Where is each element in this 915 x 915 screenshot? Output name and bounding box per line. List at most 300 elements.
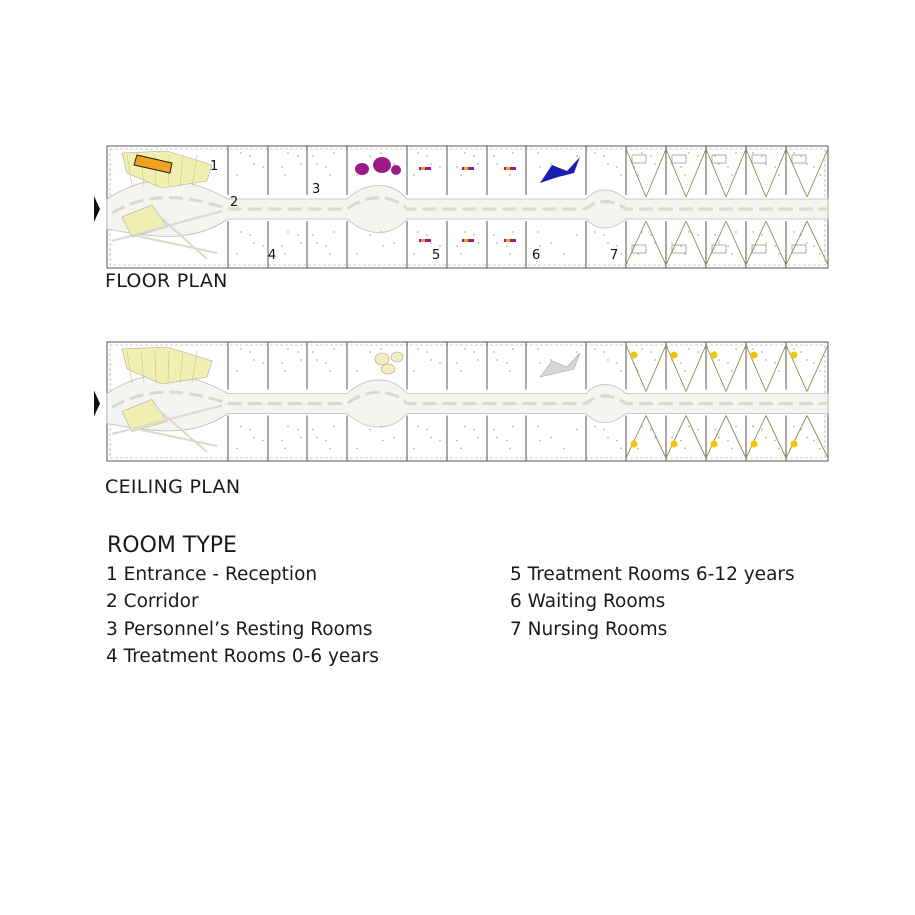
floor-dot xyxy=(512,231,514,233)
floor-dot xyxy=(684,253,686,255)
floor-dot xyxy=(778,448,780,450)
floor-dot xyxy=(240,152,242,154)
ceiling-light-icon xyxy=(711,352,718,359)
nursing-brace xyxy=(646,416,666,459)
nursing-brace xyxy=(646,345,666,392)
floor-dot xyxy=(262,440,264,442)
treatment-bed-accent xyxy=(421,167,425,170)
floor-dot xyxy=(539,166,541,168)
floor-dot xyxy=(778,370,780,372)
floor-dot xyxy=(594,231,596,233)
floor-dot xyxy=(477,359,479,361)
floor-dot xyxy=(765,163,767,165)
floor-dot xyxy=(496,437,498,439)
floor-dot xyxy=(417,348,419,350)
crib-icon xyxy=(632,155,646,163)
floor-dot xyxy=(735,152,737,154)
resting-seat xyxy=(355,163,369,175)
floor-dot xyxy=(774,362,776,364)
floor-dot xyxy=(284,174,286,176)
floor-dot xyxy=(576,155,578,157)
floor-dot xyxy=(774,166,776,168)
floor-dot xyxy=(312,155,314,157)
room-number-label: 1 xyxy=(210,159,219,174)
legend-item: 6 Waiting Rooms xyxy=(510,591,666,613)
nursing-brace xyxy=(706,221,726,265)
floor-dot xyxy=(697,155,699,157)
legend-item: 2 Corridor xyxy=(106,591,199,613)
floor-dot xyxy=(620,448,622,450)
floor-dot xyxy=(287,426,289,428)
floor-dot xyxy=(563,253,565,255)
legend-item: 7 Nursing Rooms xyxy=(510,618,668,640)
floor-dot xyxy=(680,166,682,168)
floor-dot xyxy=(688,348,690,350)
floor-dot xyxy=(496,163,498,165)
floor-dot xyxy=(731,370,733,372)
floor-dot xyxy=(464,152,466,154)
floor-dot xyxy=(550,359,552,361)
floor-dot xyxy=(356,448,358,450)
floor-dot xyxy=(496,359,498,361)
floor-plan-drawing xyxy=(92,143,832,271)
floor-dot xyxy=(284,448,286,450)
floor-dot xyxy=(312,429,314,431)
ceiling-light-icon xyxy=(791,441,798,448)
floor-dot xyxy=(813,440,815,442)
floor-dot xyxy=(287,348,289,350)
floor-dot xyxy=(778,253,780,255)
floor-dot xyxy=(718,163,720,165)
floor-dot xyxy=(430,437,432,439)
floor-dot xyxy=(752,231,754,233)
floor-dot xyxy=(456,166,458,168)
floor-dot xyxy=(426,234,428,236)
floor-dot xyxy=(506,245,508,247)
floor-dot xyxy=(430,242,432,244)
floor-dot xyxy=(537,231,539,233)
nursing-brace xyxy=(626,345,646,392)
floor-dot xyxy=(236,370,238,372)
floor-dot xyxy=(300,437,302,439)
floor-dot xyxy=(236,174,238,176)
ceiling-light-icon xyxy=(751,441,758,448)
ceiling-panel xyxy=(540,353,580,377)
nursing-brace xyxy=(726,416,746,459)
nursing-brace xyxy=(766,221,786,265)
floor-dot xyxy=(819,370,821,372)
floor-dot xyxy=(316,359,318,361)
resting-seat xyxy=(391,165,401,175)
floor-dot xyxy=(493,234,495,236)
floor-dot xyxy=(731,253,733,255)
floor-dot xyxy=(284,370,286,372)
waiting-bench xyxy=(540,157,580,183)
floor-dot xyxy=(800,351,802,353)
ceiling-light-icon xyxy=(711,441,718,448)
nursing-brace xyxy=(766,345,786,392)
floor-dot xyxy=(697,351,699,353)
nursing-brace xyxy=(626,149,646,197)
ceiling-accents xyxy=(375,352,580,377)
floor-dot xyxy=(752,426,754,428)
floor-dot xyxy=(439,245,441,247)
entrance-canopy xyxy=(122,347,212,384)
nursing-brace xyxy=(786,345,807,392)
room-number-label: 4 xyxy=(268,248,277,263)
floor-dot xyxy=(439,166,441,168)
floor-dot xyxy=(806,359,808,361)
floor-dot xyxy=(281,362,283,364)
floor-dot xyxy=(813,166,815,168)
floor-dot xyxy=(765,242,767,244)
floor-dot xyxy=(300,359,302,361)
floor-dot xyxy=(688,426,690,428)
floor-dot xyxy=(297,234,299,236)
floor-dot xyxy=(312,234,314,236)
nursing-brace xyxy=(746,345,766,392)
floor-dot xyxy=(329,448,331,450)
floor-dot xyxy=(284,253,286,255)
floor-dot xyxy=(439,362,441,364)
floor-dot xyxy=(512,348,514,350)
floor-dot xyxy=(380,152,382,154)
ceiling-light-icon xyxy=(671,441,678,448)
floor-dot xyxy=(460,253,462,255)
floor-dot xyxy=(819,448,821,450)
floor-dot xyxy=(620,370,622,372)
floor-dot xyxy=(793,152,795,154)
floor-dot xyxy=(684,448,686,450)
floor-dot xyxy=(413,174,415,176)
nursing-brace xyxy=(726,345,746,392)
nursing-brace xyxy=(646,221,666,265)
floor-dot xyxy=(456,440,458,442)
floor-dot xyxy=(287,231,289,233)
floor-dot xyxy=(512,152,514,154)
floor-dot xyxy=(778,174,780,176)
floor-dot xyxy=(240,348,242,350)
entrance-arrow-icon xyxy=(94,391,100,417)
nursing-brace xyxy=(626,416,646,459)
floor-dot xyxy=(735,231,737,233)
ceiling-plan-caption: CEILING PLAN xyxy=(105,476,241,498)
nursing-brace xyxy=(746,221,766,265)
room-number-label: 7 xyxy=(610,248,619,263)
floor-dot xyxy=(727,362,729,364)
floor-dot xyxy=(329,253,331,255)
floor-dot xyxy=(637,253,639,255)
floor-dot xyxy=(607,359,609,361)
floor-dot xyxy=(774,440,776,442)
floor-dot xyxy=(620,174,622,176)
floor-dot xyxy=(369,155,371,157)
floor-dot xyxy=(765,359,767,361)
floor-dot xyxy=(477,437,479,439)
floor-dot xyxy=(380,348,382,350)
floor-dot xyxy=(727,166,729,168)
floor-dot xyxy=(249,429,251,431)
floor-dot xyxy=(316,163,318,165)
crib-icon xyxy=(672,155,686,163)
floor-dot xyxy=(752,348,754,350)
floor-dot xyxy=(641,152,643,154)
floor-dot xyxy=(493,429,495,431)
floor-dot xyxy=(456,245,458,247)
floor-dot xyxy=(680,245,682,247)
floor-dot xyxy=(253,163,255,165)
floor-dot xyxy=(262,166,264,168)
floor-dot xyxy=(735,426,737,428)
floor-dot xyxy=(496,242,498,244)
crib-icon xyxy=(712,155,726,163)
floor-dot xyxy=(464,348,466,350)
nursing-brace xyxy=(807,221,828,265)
floor-dot xyxy=(550,437,552,439)
legend-item: 4 Treatment Rooms 0-6 years xyxy=(106,645,379,667)
nursing-brace xyxy=(786,221,807,265)
nursing-brace xyxy=(706,416,726,459)
floor-dot xyxy=(316,437,318,439)
floor-dot xyxy=(603,351,605,353)
floor-dot xyxy=(727,245,729,247)
floor-dot xyxy=(249,155,251,157)
floor-dot xyxy=(550,242,552,244)
nursing-brace xyxy=(726,149,746,197)
floor-dot xyxy=(281,166,283,168)
floor-dot xyxy=(426,429,428,431)
floor-dot xyxy=(426,351,428,353)
nursing-brace xyxy=(686,416,706,459)
ceiling-light-icon xyxy=(631,352,638,359)
entrance-path xyxy=(137,236,217,253)
legend-title: ROOM TYPE xyxy=(107,533,237,558)
floor-dot xyxy=(464,231,466,233)
floor-dot xyxy=(616,166,618,168)
entrance-path xyxy=(137,429,217,446)
legend-item: 1 Entrance - Reception xyxy=(106,564,318,585)
floor-dot xyxy=(393,163,395,165)
floor-dot xyxy=(460,174,462,176)
floor-dot xyxy=(430,163,432,165)
nursing-brace xyxy=(666,149,686,197)
floor-dot xyxy=(806,437,808,439)
nursing-brace xyxy=(706,345,726,392)
floor-dot xyxy=(333,152,335,154)
floor-dot xyxy=(236,253,238,255)
entrance-arrow-icon xyxy=(94,196,100,222)
floor-dot xyxy=(680,440,682,442)
floor-dot xyxy=(813,362,815,364)
floor-dot xyxy=(714,155,716,157)
floor-dot xyxy=(752,152,754,154)
floor-dot xyxy=(329,370,331,372)
floor-dot xyxy=(312,351,314,353)
legend-left-column xyxy=(106,561,379,670)
floor-dot xyxy=(240,231,242,233)
floor-dot xyxy=(539,440,541,442)
floor-dot xyxy=(477,163,479,165)
floor-dot xyxy=(356,174,358,176)
floor-dot xyxy=(262,362,264,364)
floor-dot xyxy=(718,437,720,439)
floor-dot xyxy=(473,429,475,431)
floor-dot xyxy=(456,362,458,364)
room-number-label: 3 xyxy=(312,182,321,197)
floor-dot xyxy=(620,253,622,255)
nursing-brace xyxy=(686,221,706,265)
room-number-label: 6 xyxy=(532,248,541,263)
ceiling-fixture xyxy=(391,352,403,362)
treatment-bed-accent xyxy=(506,167,510,170)
floor-dot xyxy=(654,359,656,361)
floor-dot xyxy=(727,440,729,442)
floor-dot xyxy=(333,231,335,233)
nursing-brace xyxy=(686,345,706,392)
treatment-bed-accent xyxy=(421,239,425,242)
floor-dot xyxy=(300,163,302,165)
floor-dot xyxy=(539,362,541,364)
floor-dot xyxy=(393,437,395,439)
floor-dot xyxy=(688,231,690,233)
floor-dot xyxy=(333,426,335,428)
floor-dot xyxy=(369,429,371,431)
treatment-bed-accent xyxy=(506,239,510,242)
floor-dot xyxy=(684,174,686,176)
crib-icon xyxy=(792,155,806,163)
treatment-bed-accent xyxy=(464,239,468,242)
floor-dot xyxy=(369,351,371,353)
floor-dot xyxy=(819,253,821,255)
floor-dot xyxy=(616,440,618,442)
floor-dot xyxy=(641,348,643,350)
ceiling-light-icon xyxy=(631,441,638,448)
room-number-label: 2 xyxy=(230,195,239,210)
nursing-brace xyxy=(646,149,666,197)
floor-dot xyxy=(688,152,690,154)
floor-dot xyxy=(616,362,618,364)
nursing-brace xyxy=(786,416,807,459)
floor-dot xyxy=(426,155,428,157)
floor-dot xyxy=(506,440,508,442)
floor-dot xyxy=(380,231,382,233)
floor-dot xyxy=(473,155,475,157)
floor-dot xyxy=(684,370,686,372)
nursing-brace xyxy=(786,149,807,197)
floor-dot xyxy=(603,155,605,157)
nursing-brace xyxy=(706,149,726,197)
floor-dot xyxy=(316,242,318,244)
floor-dot xyxy=(550,163,552,165)
floor-dot xyxy=(460,448,462,450)
nursing-brace xyxy=(666,345,686,392)
floor-plan-caption: FLOOR PLAN xyxy=(105,270,228,292)
floor-dot xyxy=(417,152,419,154)
ceiling-fixture xyxy=(381,364,395,374)
floor-dot xyxy=(654,163,656,165)
floor-dot xyxy=(417,231,419,233)
floor-dot xyxy=(714,429,716,431)
floor-dot xyxy=(325,166,327,168)
resting-seat xyxy=(373,157,391,173)
floor-dot xyxy=(249,351,251,353)
floor-dot xyxy=(356,253,358,255)
floor-dot xyxy=(464,426,466,428)
floor-dot xyxy=(512,426,514,428)
floor-dot xyxy=(493,351,495,353)
nursing-brace xyxy=(746,416,766,459)
floor-dot xyxy=(253,437,255,439)
floor-dot xyxy=(607,163,609,165)
floor-dot xyxy=(382,440,384,442)
floor-dot xyxy=(761,234,763,236)
legend-right-column xyxy=(510,561,795,643)
floor-dot xyxy=(537,426,539,428)
floor-dot xyxy=(506,362,508,364)
floor-dot xyxy=(236,448,238,450)
floor-dot xyxy=(333,348,335,350)
nursing-brace xyxy=(666,416,686,459)
floor-dot xyxy=(262,245,264,247)
floor-dot xyxy=(249,234,251,236)
room-number-label: 5 xyxy=(432,248,441,263)
legend-item: 5 Treatment Rooms 6-12 years xyxy=(510,564,795,585)
floor-dot xyxy=(718,242,720,244)
floor-dot xyxy=(563,448,565,450)
floor-dot xyxy=(594,348,596,350)
floor-dot xyxy=(731,174,733,176)
floor-dot xyxy=(800,155,802,157)
floor-dot xyxy=(369,234,371,236)
floor-dot xyxy=(697,234,699,236)
floor-dot xyxy=(671,437,673,439)
floor-dot xyxy=(297,351,299,353)
nursing-brace xyxy=(686,149,706,197)
nursing-brace xyxy=(666,221,686,265)
nursing-brace xyxy=(807,345,828,392)
floor-dot xyxy=(393,242,395,244)
floor-dot xyxy=(329,174,331,176)
floor-dot xyxy=(793,426,795,428)
floor-dot xyxy=(473,351,475,353)
floor-dot xyxy=(537,348,539,350)
floor-dot xyxy=(287,152,289,154)
floor-dot xyxy=(650,351,652,353)
floor-dot xyxy=(509,174,511,176)
floor-dot xyxy=(594,152,596,154)
floor-dot xyxy=(509,253,511,255)
floor-dot xyxy=(650,429,652,431)
floor-dot xyxy=(417,426,419,428)
floor-dot xyxy=(793,348,795,350)
floor-dot xyxy=(509,370,511,372)
floor-dot xyxy=(616,245,618,247)
ceiling-light-icon xyxy=(791,352,798,359)
ceiling-light-icon xyxy=(671,352,678,359)
floor-dot xyxy=(281,245,283,247)
floor-dot xyxy=(439,440,441,442)
floor-dot xyxy=(806,242,808,244)
floor-dot xyxy=(607,437,609,439)
floor-dot xyxy=(714,234,716,236)
floor-dot xyxy=(761,429,763,431)
ceiling-plan-svg xyxy=(92,339,832,464)
floor-dot xyxy=(413,253,415,255)
floor-dot xyxy=(813,245,815,247)
floor-dot xyxy=(603,234,605,236)
floor-dot xyxy=(240,426,242,428)
nursing-brace xyxy=(766,149,786,197)
